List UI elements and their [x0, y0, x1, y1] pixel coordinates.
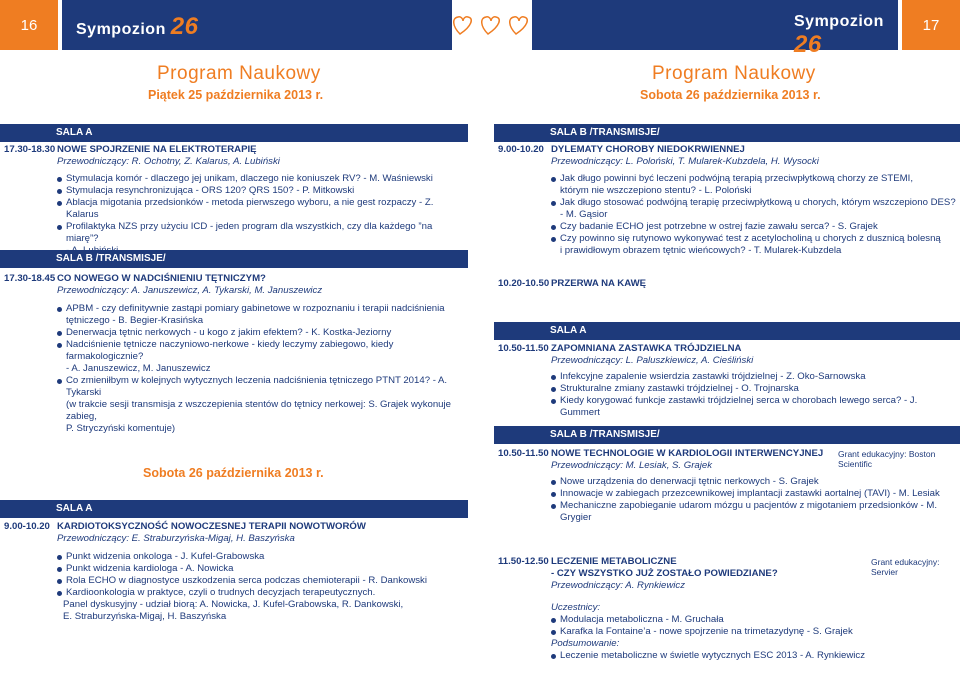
list-item-continuation: - M. Gąsior: [560, 209, 608, 220]
list-item: Profilaktyka NZS przy użyciu ICD - jeden program dla wszystkich, czy dla każdego ”na miarę”?: [57, 221, 467, 245]
talk-list: [57, 551, 467, 623]
session-header: [57, 144, 280, 168]
session-header: [57, 521, 366, 545]
session-chairs: Przewodniczący: A. Januszewicz, A. Tykarski, M. Januszewicz: [57, 285, 323, 296]
list-item-continuation: - A. Januszewicz, M. Januszewicz: [66, 363, 211, 374]
break-time: 10.20-10.50: [498, 278, 550, 289]
list-item: Punkt widzenia onkologa - J. Kufel-Grabowska: [57, 551, 467, 563]
list-item: Jak długo powinni być leczeni podwójną terapią przeciwpłytkową chorzy ze STEMI,: [551, 173, 956, 185]
room-bar-sala-b-2: SALA B /TRANSMISJE/: [494, 124, 960, 142]
list-item: Co zmieniłbym w kolejnych wytycznych leczenia nadciśnienia tętniczego PTNT 2014? - A. Tykarski: [57, 375, 467, 399]
grant-note: Grant edukacyjny: Servier: [871, 557, 940, 577]
page-header: [0, 0, 960, 58]
list-item: Strukturalne zmiany zastawki trójdzielnej - O. Trojnarska: [551, 383, 956, 395]
list-item: Kiedy korygować funkcje zastawki trójdzielnej serca w chorobach lewego serca? - J. Gummert: [551, 395, 956, 419]
session-time: 9.00-10.20: [498, 144, 544, 155]
program-title-right: Program Naukowy: [652, 63, 816, 84]
talk-list: [551, 476, 956, 524]
talk-list: [551, 173, 956, 257]
session-chairs: Przewodniczący: L. Paluszkiewicz, A. Cieśliński: [551, 355, 754, 366]
session-time: 17.30-18.30: [4, 144, 56, 155]
list-item: Innowacje w zabiegach przezcewnikowej implantacji zastawki aortalnej (TAVI) - M. Lesiak: [551, 488, 956, 500]
list-item-continuation: którym nie wszczepiono stentu? - L. Poloński: [560, 185, 752, 196]
symposium-logo-left: Sympozion 26: [76, 13, 199, 40]
summary-label: Podsumowanie:: [551, 638, 620, 649]
list-item: Punkt widzenia kardiologa - A. Nowicka: [57, 563, 467, 575]
room-bar-sala-a-2: SALA A: [0, 500, 468, 518]
page-number-left: 16: [0, 0, 58, 50]
session-chairs: Przewodniczący: M. Lesiak, S. Grajek: [551, 460, 713, 471]
session-chairs: Przewodniczący: A. Rynkiewicz: [551, 580, 685, 591]
list-item: Mechaniczne zapobieganie udarom mózgu u pacjentów z migotaniem przedsionków - M. Grygier: [551, 500, 956, 524]
page-number-right: 17: [902, 0, 960, 50]
talk-list: [551, 614, 956, 638]
session-title: NOWE TECHNOLOGIE W KARDIOLOGII INTERWENCYJNEJ: [551, 448, 824, 459]
program-title-left: Program Naukowy: [157, 63, 321, 84]
session-header: [551, 343, 753, 367]
talk-list: [57, 303, 467, 435]
session-title-line2: - CZY WSZYSTKO JUŻ ZOSTAŁO POWIEDZIANE?: [551, 568, 778, 579]
session-time: 11.50-12.50: [498, 556, 549, 567]
session-title: DYLEMATY CHOROBY NIEDOKRWIENNEJ: [551, 144, 745, 155]
talk-list: [57, 173, 467, 257]
list-item: Leczenie metaboliczne w świetle wytycznych ESC 2013 - A. Rynkiewicz: [551, 650, 956, 662]
session-time: 10.50-11.50: [498, 448, 549, 459]
session-header: [551, 144, 819, 168]
symposium-logo-right: Sympozion 26: [794, 13, 884, 58]
list-item: Stymulacja resynchronizująca - ORS 120? QRS 150? - P. Mitkowski: [57, 185, 467, 197]
room-bar-sala-b-1: SALA B /TRANSMISJE/: [0, 250, 468, 268]
break-title: PRZERWA NA KAWĘ: [551, 278, 647, 289]
list-item: Czy badanie ECHO jest potrzebne w ostrej fazie zawału serca? - S. Grajek: [551, 221, 956, 233]
list-item-continuation: (w trakcie sesji transmisja z wszczepienia stentów do tętnicy nerkowej: S. Grajek wykonuje zabieg,: [66, 399, 451, 422]
room-bar-sala-a-3: SALA A: [494, 322, 960, 340]
list-item: Ablacja migotania przedsionków - metoda pierwszego wyboru, a nie gest rozpaczy - Z. Kalarus: [57, 197, 467, 221]
session-title: NOWE SPOJRZENIE NA ELEKTROTERAPIĘ: [57, 144, 257, 155]
list-item: Infekcyjne zapalenie wsierdzia zastawki trójdzielnej - Z. Oko-Sarnowska: [551, 371, 956, 383]
list-item: Karafka la Fontaine’a - nowe spojrzenie na trimetazydynę - S. Grajek: [551, 626, 956, 638]
list-item-continuation: E. Straburzyńska-Migaj, H. Baszyńska: [63, 611, 227, 622]
list-item: Czy powinno się rutynowo wykonywać test z acetylocholiną u chorych z dusznicą bolesną: [551, 233, 956, 245]
list-item-continuation: P. Stryczyński komentuje): [66, 423, 176, 434]
participants-label: Uczestnicy:: [551, 602, 601, 613]
list-item: Rola ECHO w diagnostyce uszkodzenia serca podczas chemioterapii - R. Dankowski: [57, 575, 467, 587]
list-item: Nowe urządzenia do denerwacji tętnic nerkowych - S. Grajek: [551, 476, 956, 488]
list-item-continuation: i prawidłowym obrazem tętnic wieńcowych? - T. Mularek-Kubzdela: [560, 245, 842, 256]
list-item: Modulacja metaboliczna - M. Gruchała: [551, 614, 956, 626]
talk-list: [551, 371, 956, 419]
program-date-right: Sobota 26 października 2013 r.: [640, 88, 821, 102]
talk-list: [551, 650, 956, 662]
session-chairs: Przewodniczący: L. Poloński, T. Mularek-Kubzdela, H. Wysocki: [551, 156, 819, 167]
session-time: 9.00-10.20: [4, 521, 50, 532]
program-date-left: Piątek 25 października 2013 r.: [148, 88, 324, 102]
session-header: [551, 556, 778, 592]
header-band-left: [62, 0, 452, 50]
hearts-decoration-icon: [450, 8, 530, 40]
session-title: ZAPOMNIANA ZASTAWKA TRÓJDZIELNA: [551, 343, 742, 354]
list-item: Stymulacja komór - dlaczego jej unikam, dlaczego nie koniuszek RV? - M. Waśniewski: [57, 173, 467, 185]
room-bar-sala-a-1: SALA A: [0, 124, 468, 142]
list-item: Jak długo stosować podwójną terapię przeciwpłytkową u chorych, którym wszczepiono DES?: [551, 197, 956, 209]
session-header: [551, 448, 823, 472]
list-item-continuation: tętniczego - B. Begier-Krasińska: [66, 315, 204, 326]
header-band-right: [532, 0, 898, 58]
list-item-continuation: Panel dyskusyjny - udział biorą: A. Nowicka, J. Kufel-Grabowska, R. Dankowski,: [63, 599, 404, 610]
session-title: CO NOWEGO W NADCIŚNIENIU TĘTNICZYM?: [57, 273, 266, 284]
session-time: 17.30-18.45: [4, 273, 56, 284]
room-bar-sala-b-3: SALA B /TRANSMISJE/: [494, 426, 960, 444]
saturday-date-left: Sobota 26 października 2013 r.: [143, 466, 324, 480]
list-item: Denerwacja tętnic nerkowych - u kogo z jakim efektem? - K. Kostka-Jeziorny: [57, 327, 467, 339]
session-chairs: Przewodniczący: E. Straburzyńska-Migaj, H. Baszyńska: [57, 533, 295, 544]
session-title: KARDIOTOKSYCZNOŚĆ NOWOCZESNEJ TERAPII NOWOTWORÓW: [57, 521, 366, 532]
session-header: [57, 273, 322, 297]
list-item: Kardioonkologia w praktyce, czyli o trudnych decyzjach terapeutycznych.: [57, 587, 467, 599]
session-chairs: Przewodniczący: R. Ochotny, Z. Kalarus, A. Lubiński: [57, 156, 280, 167]
list-item: APBM - czy definitywnie zastąpi pomiary gabinetowe w rozpoznaniu i terapii nadciśnienia: [57, 303, 467, 315]
session-title: LECZENIE METABOLICZNE: [551, 556, 677, 567]
grant-note: Grant edukacyjny: Boston Scientific: [838, 449, 936, 469]
list-item: Nadciśnienie tętnicze naczyniowo-nerkowe - kiedy leczymy zabiegowo, kiedy farmakologicznie?: [57, 339, 467, 363]
session-time: 10.50-11.50: [498, 343, 549, 354]
